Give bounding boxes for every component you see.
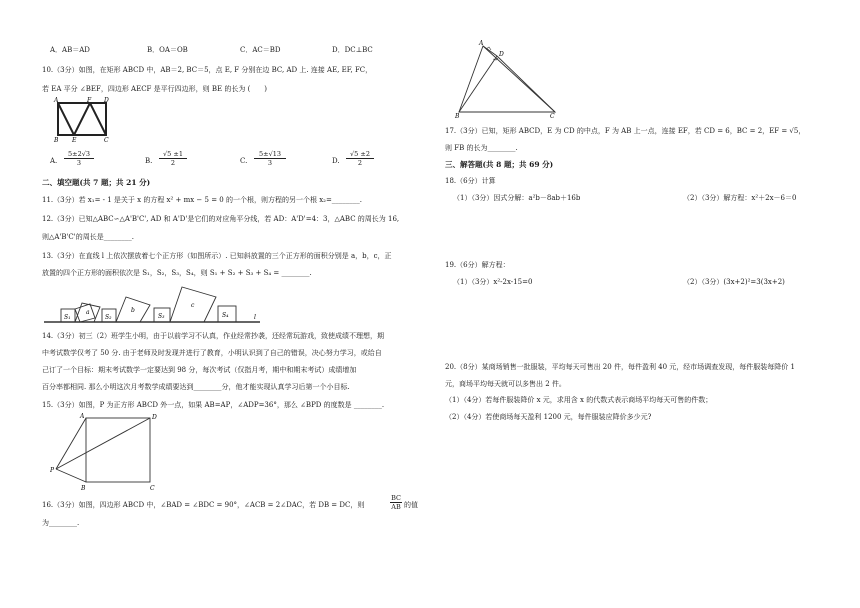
q10-option-d-frac	[346, 150, 374, 167]
q10-label-a: A	[54, 97, 59, 104]
q10-option-a-frac	[64, 150, 94, 167]
q16-label-b: B	[455, 113, 460, 118]
q15-label-a: A	[80, 413, 85, 420]
q15-figure	[50, 412, 170, 492]
q13-label-s3: S₃	[158, 313, 165, 320]
q10-label-c: C	[104, 137, 109, 142]
q10-option-a-num: 5±2√3	[68, 150, 90, 158]
q9-option-d: D．DC⊥BC	[332, 46, 373, 54]
q9-option-b: B．OA＝OB	[147, 46, 188, 54]
q19-part2: （2）（3分）(3x+2)²=3(3x+2)	[683, 278, 785, 286]
q14-text-line4: 百分率都相同. 那么小明这次月考数学成绩要达到________分，他才能实现认真学习后第一个小目标.	[42, 383, 350, 391]
q10-option-b-frac	[159, 150, 187, 167]
q10-option-c-frac	[254, 150, 286, 167]
q15-label-c: C	[150, 485, 155, 492]
q9-option-c: C．AC＝BD	[240, 46, 281, 54]
q16-fraction-den: AB	[391, 503, 401, 511]
q14-text-line3: 己订了一个目标：期末考试数学一定要达到 98 分，每次考试（仅指月考，期中和期末考试）成绩增加	[42, 366, 357, 374]
q10-label-b: B	[54, 137, 59, 142]
q10-option-c-letter: C.	[240, 157, 248, 165]
q10-label-e: E	[72, 137, 77, 142]
q18-part1: （1）（3分）因式分解：a²b－8ab＋16b	[453, 194, 581, 202]
q10-stem-line1: 10.（3分）如图，在矩形 ABCD 中，AB＝2, BC＝5，点 E, F 分别在边 BC, AD 上. 连接 AE, EF, FC，	[42, 66, 373, 74]
q14-text-line1: 14.（3分）初三（2）班学生小明，由于以前学习不认真，作业经常抄袭，还经常玩游戏，致使成绩不理想，期	[42, 332, 385, 340]
q13-text-line2: 放置的四个正方形的面积依次是 S₁，S₂，S₃，S₄，则 S₁ + S₂ + S₃ + S₄ = ________.	[42, 269, 312, 277]
q10-option-b-num: √5 ±1	[163, 150, 183, 158]
q10-figure	[52, 96, 112, 142]
q16-fraction-num: BC	[391, 494, 401, 502]
q10-option-c-den: 3	[254, 158, 286, 167]
q13-label-l: l	[254, 314, 256, 321]
q10-option-d-letter: D.	[332, 157, 340, 165]
q12-text-line2: 则△A'B'C'的周长是________.	[42, 233, 134, 241]
q17-text-line1: 17.（3分）已知，矩形 ABCD，E 为 CD 的中点，F 为 AB 上一点，连接 EF，若 CD = 6，BC = 2，EF = √5，	[445, 127, 806, 135]
q15-label-p: P	[50, 467, 55, 474]
q10-option-d-num: √5 ±2	[350, 150, 370, 158]
q9-option-a: A．AB＝AD	[50, 46, 90, 54]
q20-text-line2: 元，商场平均每天就可以多售出 2 件。	[445, 380, 566, 388]
q13-label-s2: S₂	[105, 314, 112, 321]
q13-label-s4: S₄	[222, 312, 229, 319]
q15-label-d: D	[152, 414, 157, 421]
q13-figure	[42, 281, 267, 325]
q16-fraction	[390, 494, 402, 511]
q19-part1: （1）（3分）x²-2x-15=0	[453, 278, 533, 286]
q10-option-b-letter: B.	[145, 157, 153, 165]
q10-option-b-den: 2	[159, 158, 187, 167]
q16-text-tail: 的值	[404, 501, 418, 509]
q14-text-line2: 中考试数学仅考了 50 分. 由于老师及时发现并进行了教育，小明认识到了自己的错误，决心努力学习，或给自	[42, 349, 382, 357]
q13-text-line1: 13.（3分）在直线 l 上依次摆放着七个正方形（如图所示）. 已知斜放置的三个正方形的面积分别是 a，b，c，正	[42, 252, 392, 260]
q10-option-c-num: 5±√13	[259, 150, 281, 158]
section-2-heading: 二、填空题(共 7 题；共 21 分)	[42, 178, 151, 187]
q15-label-b: B	[81, 485, 86, 492]
q10-option-d-den: 2	[346, 158, 374, 167]
q16-text-line1: 16.（3分）如图，四边形 ABCD 中，∠BAD = ∠BDC = 90°，∠ACB = 2∠DAC，若 DB = DC，则	[42, 501, 365, 509]
q13-label-a: a	[86, 309, 90, 316]
q13-label-s1: S₁	[64, 314, 71, 321]
q16-label-a: A	[479, 40, 484, 47]
q10-label-f: F	[87, 97, 92, 104]
section-3-heading: 三、解答题(共 8 题；共 69 分)	[445, 160, 554, 169]
q20-part1: （1）（4分）若每件服装降价 x 元，求用含 x 的代数式表示商场平均每天可售的件数；	[445, 396, 713, 404]
q15-text: 15.（3分）如图，P 为正方形 ABCD 外一点，如果 AB=AP，∠ADP=36°，那么 ∠BPD 的度数是 ________.	[42, 401, 385, 409]
q16-label-c: C	[550, 113, 555, 118]
q13-label-c: c	[191, 302, 195, 309]
q20-text-line1: 20.（8分）某商场销售一批服装，平均每天可售出 20 件，每件盈利 40 元，经市场调查发现，每件服装每降价 1	[445, 363, 795, 371]
q18-part2: （2）（3分）解方程：x²＋2x－6＝0	[683, 194, 797, 202]
q10-stem-line2: 若 EA 平分 ∠BEF，四边形 AECF 是平行四边形，则 BE 的长为 ( )	[42, 85, 268, 93]
q17-text-line2: 则 FB 的长为________.	[445, 144, 518, 152]
q12-text-line1: 12.（3分）已知△ABC∽△A'B'C', AD 和 A'D'是它们的对应角平分线，若 AD：A'D'=4：3，△ABC 的周长为 16,	[42, 215, 400, 223]
q10-option-a-den: 3	[64, 158, 94, 167]
q20-part2: （2）（4分）若使商场每天盈利 1200 元，每件服装应降价多少元?	[445, 413, 652, 421]
q16-text-line2: 为________.	[42, 519, 80, 527]
q11-text: 11.（3分）若 x₁= - 1 是关于 x 的方程 x² + mx − 5 = 0 的一个根，则方程的另一个根 x₂=________.	[42, 196, 363, 204]
q16-figure	[453, 40, 563, 118]
q16-label-d: D	[499, 51, 504, 58]
q10-option-a-letter: A.	[50, 157, 58, 165]
q13-label-b: b	[131, 307, 135, 314]
q18-text: 18.（6分）计算	[445, 177, 496, 185]
q19-text: 19.（6分）解方程：	[445, 261, 510, 269]
q10-label-d: D	[104, 97, 109, 104]
